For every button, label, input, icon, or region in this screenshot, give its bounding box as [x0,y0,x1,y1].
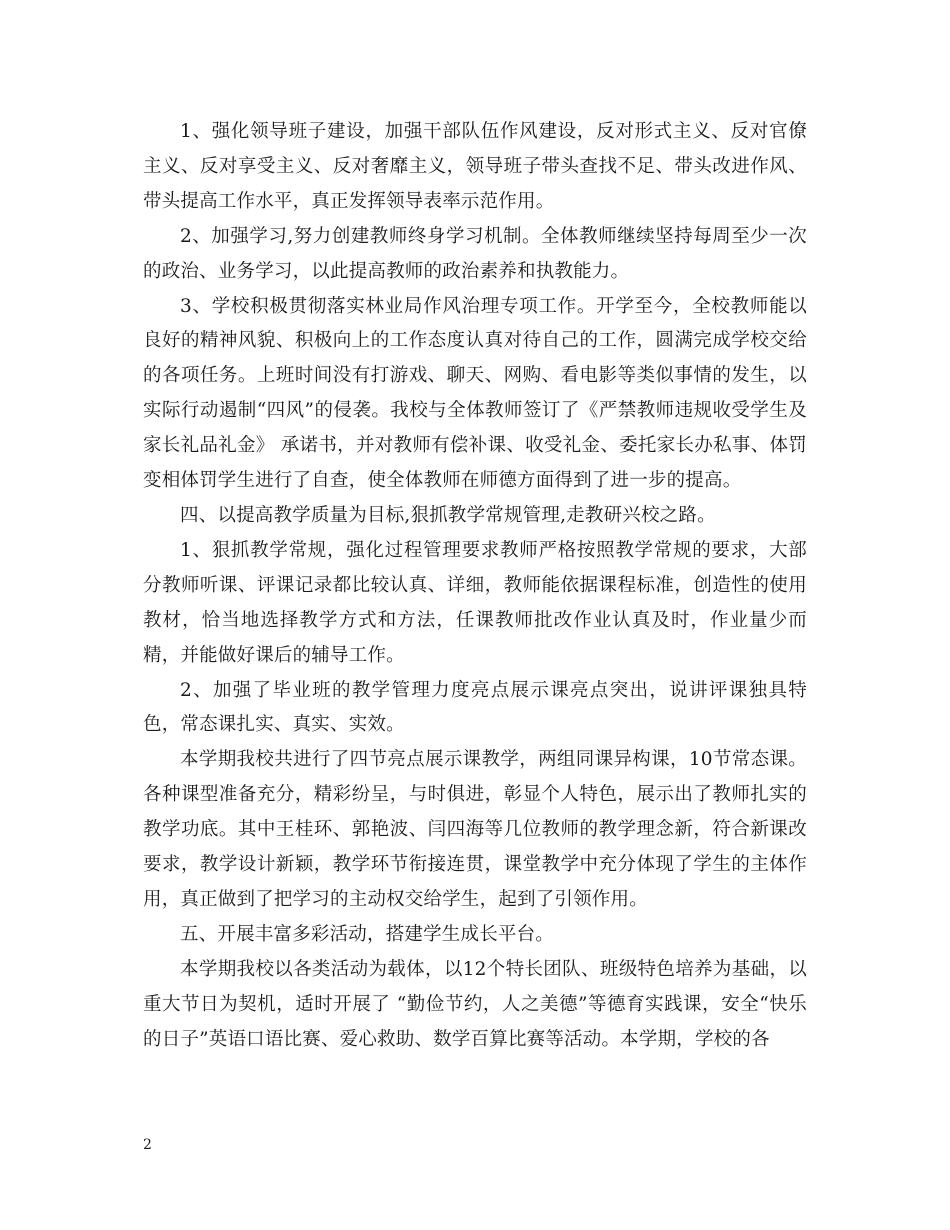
paragraph-graduating-class: 2、加强了毕业班的教学管理力度亮点展示课亮点突出，说讲评课独具特色，常态课扎实、真实、实效。 [143,679,807,736]
section-heading-teaching-quality: 四、以提高教学质量为目标,狠抓教学常规管理,走教研兴校之路。 [180,504,716,526]
paragraph-activities: 本学期我校以各类活动为载体，以12个特长团队、班级特色培养为基础，以重大节日为契机，适时开展了 “勤俭节约，人之美德”等德育实践课，安全“快乐的日子”英语口语比赛、爱心救助、数学百算比赛等活动。本学期，学校的各 [143,958,807,1050]
paragraph-demo-lessons: 本学期我校共进行了四节亮点展示课教学，两组同课异构课，10节常态课。各种课型准备充分，精彩纷呈，与时俱进，彰显个人特色，展示出了教师扎实的教学功底。其中王桂环、郭艳波、闫四海等几位教师的教学理念新，符合新课改要求，教学设计新颖，教学环节衔接连贯，课堂教学中充分体现了学生的主体作用，真正做到了把学习的主动权交给学生，起到了引领作用。 [143,749,807,910]
document-body [143,115,807,1057]
paragraph-work-style: 3、学校积极贯彻落实林业局作风治理专项工作。开学至今，全校教师能以良好的精神风貌、积极向上的工作态度认真对待自己的工作，圆满完成学校交给的各项任务。上班时间没有打游戏、聊天、网购、看电影等类似事情的发生，以实际行动遏制“四风”的侵袭。我校与全体教师签订了《严禁教师违规收受学生及家长礼品礼金》 承诺书，并对教师有偿补课、收受礼金、委托家长办私事、体罚变相体罚学生进行了自查，使全体教师在师德方面得到了进一步的提高。 [143,295,807,492]
paragraph-teaching-routine: 1、狠抓教学常规，强化过程管理要求教师严格按照教学常规的要求，大部分教师听课、评课记录都比较认真、详细，教师能依据课程标准，创造性的使用教材，恰当地选择教学方式和方法，任课教师批改作业认真及时，作业量少而精，并能做好课后的辅导工作。 [143,539,807,666]
page-number: 2 [143,1137,152,1153]
section-heading-activities: 五、开展丰富多彩活动，搭建学生成长平台。 [180,923,555,945]
paragraph-leadership: 1、强化领导班子建设，加强干部队伍作风建设，反对形式主义、反对官僚主义、反对享受主义、反对奢靡主义，领导班子带头查找不足、带头改进作风、带头提高工作水平，真正发挥领导表率示范作用。 [143,121,807,212]
paragraph-study: 2、加强学习,努力创建教师终身学习机制。全体教师继续坚持每周至少一次的政治、业务学习，以此提高教师的政治素养和执教能力。 [143,225,807,282]
